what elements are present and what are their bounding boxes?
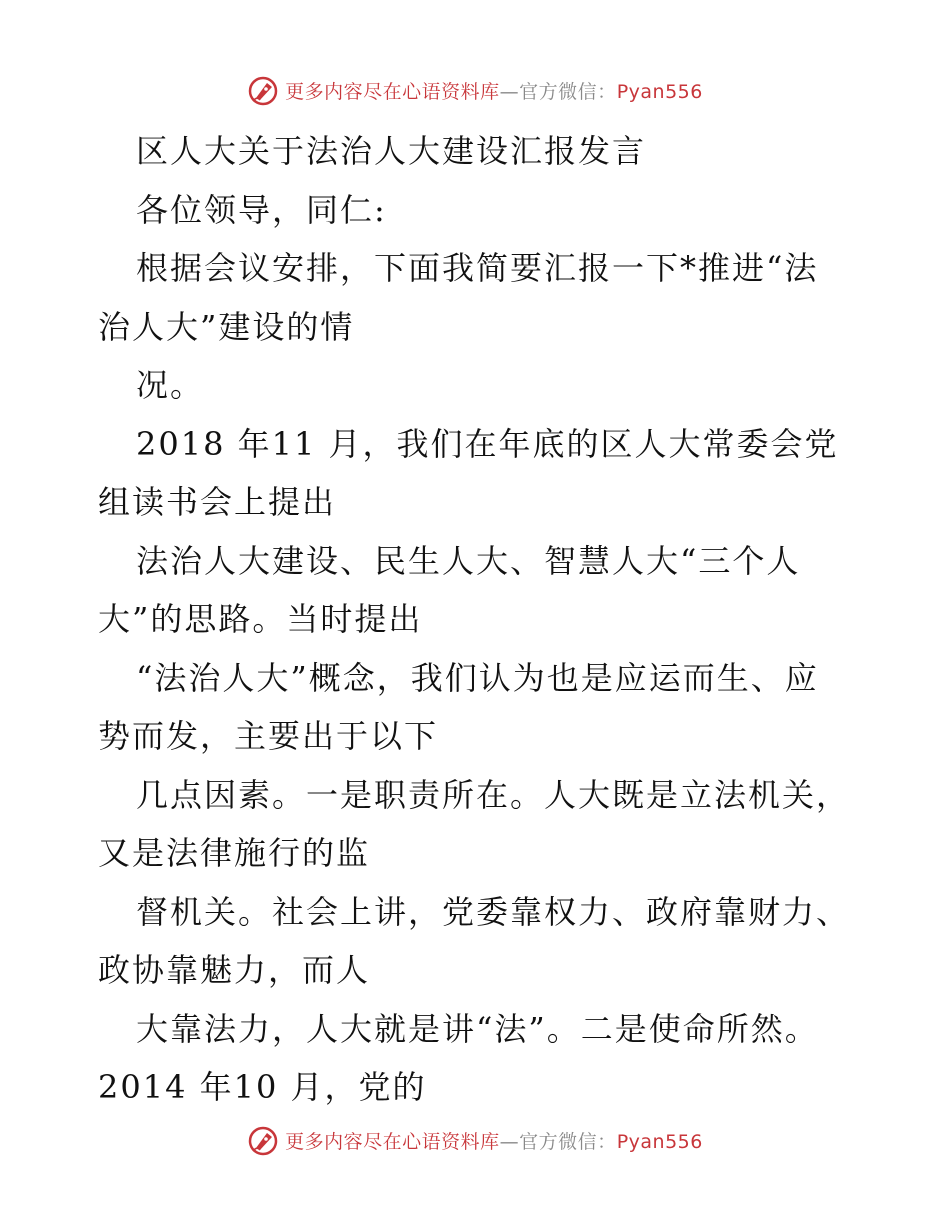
watermark-wechat-label: 官方微信： [519,1130,617,1153]
text-line: 2018 年11 月，我们在年底的区人大常委会党 [136,424,839,463]
text-line: 况。 [136,366,205,404]
text-line: “法治人大”概念，我们认为也是应运而生、应 [136,658,819,697]
watermark-text [285,1127,703,1154]
text-line: 几点因素。一是职责所在。人大既是立法机关， [136,775,851,814]
text-line: 各位领导，同仁: [136,190,387,229]
watermark-banner-bottom [0,1120,950,1160]
watermark-content [247,1124,703,1156]
text-line: 治人大”建设的情 [98,307,355,346]
watermark-banner-top [0,70,950,110]
watermark-wechat-id: Pyan556 [616,1130,703,1153]
text-line: 2014 年10 月，党的 [98,1068,427,1106]
pen-nib-logo-icon [247,74,279,106]
document-body [98,122,858,1117]
watermark-brand: 更多内容尽在心语资料库 [285,1130,500,1153]
watermark-separator: — [499,80,520,103]
watermark-text [285,77,703,104]
watermark-wechat-id: Pyan556 [616,80,703,103]
document-title: 区人大关于法治人大建设汇报发言 [136,132,647,170]
text-line: 势而发，主要出于以下 [98,717,439,755]
text-line: 根据会议安排，下面我简要汇报一下*推进“法 [136,249,819,287]
text-line: 督机关。社会上讲，党委靠权力、政府靠财力、 [136,892,851,931]
pen-nib-logo-icon [247,1124,279,1156]
text-line: 大”的思路。当时提出 [98,600,423,638]
text-line: 政协靠魅力，而人 [98,951,371,989]
text-line: 法治人大建设、民生人大、智慧人大“三个人 [136,541,801,580]
watermark-content [247,74,703,106]
watermark-wechat-label: 官方微信： [519,80,617,103]
watermark-separator: — [499,1130,520,1153]
text-line: 大靠法力，人大就是讲“法”。二是使命所然。 [136,1009,819,1048]
watermark-brand: 更多内容尽在心语资料库 [285,80,500,103]
text-line: 组读书会上提出 [98,483,337,521]
text-line: 又是法律施行的监 [98,834,371,872]
